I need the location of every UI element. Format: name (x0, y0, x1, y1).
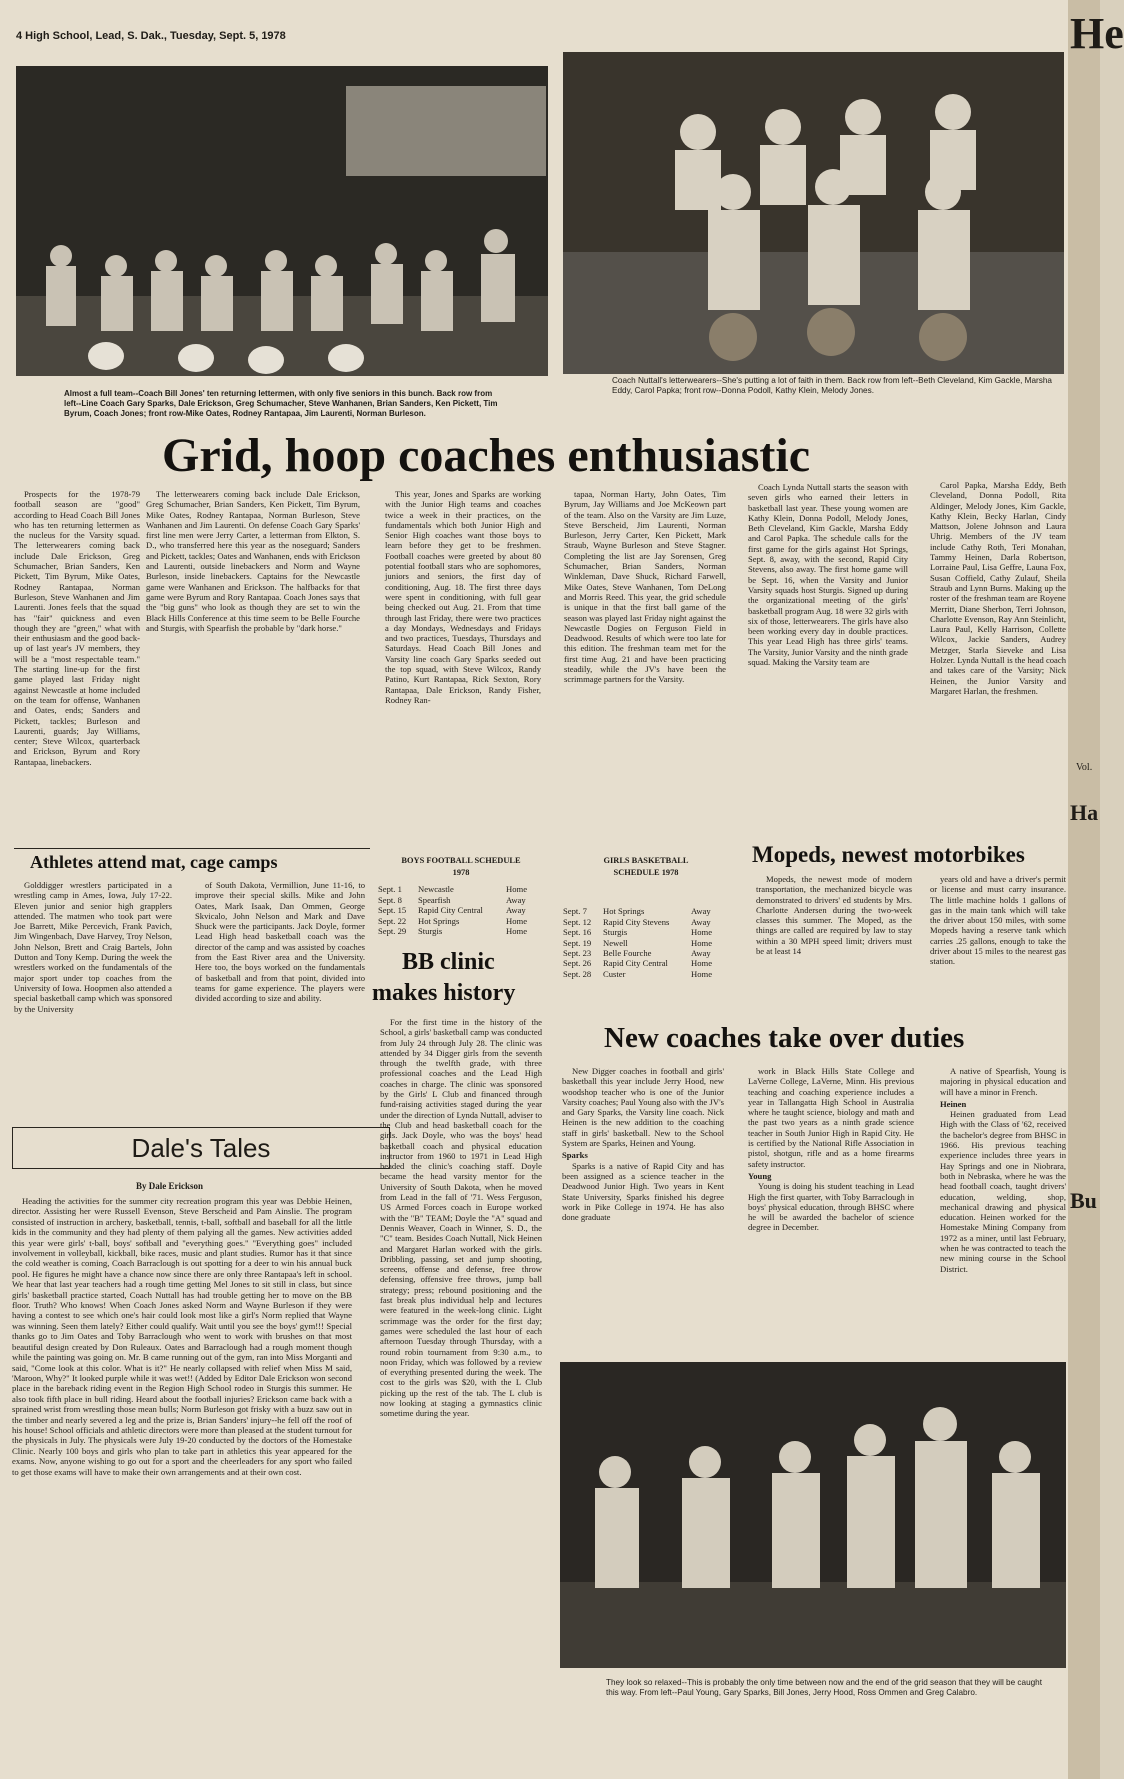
schedule-location: Away (691, 948, 711, 959)
athletes-article-col2 (195, 880, 365, 1112)
young-subhead: Young (748, 1170, 772, 1181)
football-photo-caption: Almost a full team--Coach Bill Jones' ten returning lettermen, with only five seniors in this bunch. Back row from left--Line Coach Gary Sparks, Dale Erickson, Greg Schumacher, Steve Wanhanen, Brian Sanders, Ken Pickett, Tim Byrum, Coach Jones; front row-Mike Oates, Rodney Rantapaa, Jim Laurenti, Norman Burleson. (64, 389, 498, 418)
new-coaches-text: New Digger coaches in football and girls' basketball this year include Jerry Hood, new woodshop teacher who is one of the Junior Varsity coaches; Paul Young also with the JV's and Gary Sparks, the Varsity line coach. Nick Heinen is the new addition to the coaching staff in girls' basketball. New to the School System are Sparks, Heinen and Young. (562, 1066, 724, 1149)
boys-schedule-row (378, 884, 544, 894)
schedule-date: Sept. 7 (563, 906, 587, 917)
girls-schedule-row (563, 906, 729, 916)
schedule-date: Sept. 8 (378, 894, 402, 905)
schedule-location: Home (506, 884, 528, 895)
girls-schedule-row (563, 948, 729, 958)
schedule-opponent: Rapid City Central (603, 958, 668, 969)
schedule-opponent: Hot Springs (418, 915, 460, 926)
boys-schedule-year: 1978 (452, 868, 470, 877)
boys-schedule-row (378, 905, 544, 915)
mopeds-article-text: years old and have a driver's permit or license and must carry insurance. The little machine holds 1 gallons of gas in the main tank which will take the driver about 150 miles, with some Mopeds having a reserve tank which carries .25 gallons, enough to take the driver about 15 miles to the nearest gas station. (930, 874, 1066, 967)
page-folio: 4 High School, Lead, S. Dak., Tuesday, Sept. 5, 1978 (16, 30, 286, 42)
grid-article-col2 (146, 489, 360, 845)
schedule-opponent: Newell (603, 937, 628, 948)
schedule-location: Home (691, 927, 713, 938)
girls-team-illustration (563, 52, 1064, 374)
girls-photo-caption: Coach Nuttall's letterwearers--She's putting a lot of faith in them. Back row from left--Beth Cleveland, Kim Gackle, Marsha Eddy, Carol Papka; front row--Donna Podoll, Kathy Klein, Melody Jones. (612, 376, 1052, 395)
schedule-opponent: Sturgis (603, 927, 628, 938)
schedule-location: Home (691, 937, 713, 948)
clinic-headline-line1: BB clinic (402, 949, 495, 975)
football-team-illustration (16, 66, 548, 376)
schedule-opponent: Rapid City Stevens (603, 916, 670, 927)
schedule-date: Sept. 23 (563, 948, 592, 959)
schedule-location: Away (506, 905, 526, 916)
grid-article-text: This year, Jones and Sparks are working with the Junior High teams and coaches twice a week in their practices, on the fundamentals which both Junior High and Senior High coaches want those boys to learn before they get to be freshmen. Football coaches were greeted by about 80 potential football stars who are sophomores, juniors and seniors, the first day of conditioning, Aug. 18. The first three days were spent in conditioning, with full gear being checked out Aug. 21. From that time through last Friday, there were two practices a day Mondays, Wednesdays and Fridays and two practices, Tuesdays, Thursdays and Saturdays. Head Coach Bill Jones and Varsity line coach Gary Sparks seeded out the top squad, with Steve Wilcox, Randy Patino, Kurt Rantapaa, Rick Sexton, Rory Rantapaa, Dale Erickson, Randy Fisher, Rodney Ran- (385, 489, 541, 705)
athletes-article-text: Golddigger wrestlers participated in a wrestling camp in Ames, Iowa, July 17-22. Eleven junior and senior high grapplers attended. The matmen who took part were Joe Barrett, Mike Percevich, Frank Pavich, Jim Wingenbach, Dave Harvey, Troy Nelson, John Nelson, Brett and Craig Bartels, John Dutton and Tony Kemp. During the week the wrestlers worked on the fundamentals of the major sport under top coaches from the University of Iowa. Hoopmen also attended a special basketball camp which was sponsored by the University (14, 880, 172, 1014)
schedule-opponent: Spearfish (418, 894, 451, 905)
new-coaches-col1 (562, 1066, 724, 1366)
girls-schedule-row (563, 958, 729, 968)
mopeds-headline: Mopeds, newest motorbikes (752, 842, 1025, 867)
boys-schedule-title: BOYS FOOTBALL SCHEDULE (401, 856, 521, 865)
grid-article-col1 (14, 489, 140, 845)
dales-tales-article (12, 1196, 352, 1752)
mopeds-article-col1 (756, 874, 912, 1014)
grid-article-col3 (385, 489, 541, 845)
schedule-date: Sept. 28 (563, 968, 592, 979)
sparks-subhead: Sparks (562, 1150, 588, 1161)
girls-schedule-row (563, 927, 729, 937)
grid-article-col6 (930, 480, 1066, 810)
schedule-opponent: Custer (603, 968, 626, 979)
schedule-location: Away (506, 894, 526, 905)
heinen-subhead: Heinen (940, 1098, 967, 1109)
mopeds-article-col2 (930, 874, 1066, 1014)
girls-schedule-title: GIRLS BASKETBALL (603, 856, 689, 865)
girls-basketball-schedule (563, 856, 729, 979)
boys-schedule-row (378, 916, 544, 926)
girls-schedule-year: SCHEDULE 1978 (613, 868, 679, 877)
athletes-article-col1 (14, 880, 172, 1112)
new-coaches-col2 (748, 1066, 914, 1366)
grid-article-text: Carol Papka, Marsha Eddy, Beth Cleveland, Donna Podoll, Rita Aldinger, Melody Jones, Kim Gackle, Kathy Klein, Becky Harlan, Cindy Mattson, Jolene Johnson and Laura Uhrig. Members of the JV team include Cathy Roth, Teri Monahan, Tammy Heinen, Darla Robertson, Lorraine Paul, Lisa Geffre, Launa Fox, Susan Coffield, Cathy Zulauf, Sheila Straub and Lynn Burns. Making up the roster of the freshman team are Royene Merritt, Diane Sherbon, Terri Johnson, Charlotte Evenson, Ray Ann Steinlicht, Laura Paul, Kelly Harrison, Collette Wilcox, Jackie Sanders, Audrey Metzger, Starla Sieveke and Lisa Holzer. Lynda Nuttall is the head coach and takes care of the Varsity; Nick Heinen, the Junior Varsity and Margaret Harlan, the freshmen. (930, 480, 1066, 696)
schedule-location: Home (691, 968, 713, 979)
new-coaches-text: Young is doing his student teaching in Lead High the first quarter, with Toby Barraclough in boys' physical education, through BHSC where he will be awarded the bachelor of science degree in December. (748, 1181, 914, 1233)
grid-article-text: Prospects for the 1978-79 football season are "good" according to Head Coach Bill Jones who has ten returning lettermen as the nucleus for the Varsity squad. The letterwearers coming back include Dale Erickson, Greg Schumacher, Brian Sanders, Ken Pickett, Tim Byrum, Mike Oates, Rodney Rantapaa, Norman Burleson, Steve Wanhanen and Jim Laurenti. Jones feels that the squad has "fair" quickness and even though they are "green," what with their enthusiasm and the good back-up of last year's JV members, they will be a "most respectable team." The starting line-up for the first game played last Friday night against Newcastle at home included on the team for offense, Wanhanen and Oates, ends; Sanders and Pickett, tackles; Burleson and Laurenti, guards; Jay Williams, center; Steve Wilcox, quarterback and Erickson, Byrum and Rory Rantapaa, linebackers. (14, 489, 140, 767)
athletes-article-text: of South Dakota, Vermillion, June 11-16, to improve their special skills. Mike and John Oates, Mark Isaak, Dan Ommen, George Skvicalo, John Nelson and Mark and Dave Shuck were the participants. Jack Doyle, former Lead High head basketball coach was the director of the camp and was assisted by coaches from the East River area and the University. Here too, the boys worked on the fundamentals of basketball and from that point, divided into teams for game experience. The players were divided according to size and ability. (195, 880, 365, 1004)
grid-article-col4 (564, 489, 726, 845)
grid-article-col5 (748, 482, 908, 842)
adjacent-page-edge (1068, 0, 1124, 1779)
schedule-opponent: Rapid City Central (418, 905, 483, 916)
schedule-location: Away (691, 916, 711, 927)
new-coaches-text: A native of Spearfish, Young is majoring in physical education and will have a minor in French. (940, 1066, 1066, 1097)
schedule-opponent: Sturgis (418, 926, 443, 937)
girls-team-photo (563, 52, 1064, 374)
schedule-date: Sept. 26 (563, 958, 592, 969)
new-coaches-text: Heinen graduated from Lead High with the Class of '62, received the bachelor's degree from BHSC in 1966. His previous teaching experience includes three years in Hay Springs and one in Niobrara, both in Nebraska, where he was the head football coach, taught drivers' education, welding, shop, mechanical drawing and physical education. Heinen worked for the Homestake Mining Company from 1972 as a miner, until last February, when he was contracted to teach the new mining course in the School District. (940, 1109, 1066, 1274)
new-coaches-col3 (940, 1066, 1066, 1366)
grid-headline: Grid, hoop coaches enthusiastic (162, 429, 811, 482)
schedule-date: Sept. 29 (378, 926, 407, 937)
schedule-opponent: Newcastle (418, 884, 454, 895)
dales-tales-text: Heading the activities for the summer city recreation program this year was Debbie Heinen, director. Assisting her were Russell Evenson, Steve Berscheid and Pam Ainslie. The program consisted of instruction in archery, basketball, tennis, t-ball, softball and baseball for all the little kids in the community and they had plenty of them palying all the games. New activities added this year were girls' t-ball, boys' softball and "everything goes." "Everything goes" included involvement in volleyball, kickball, bike races, music and plant studies. Rumor has it that since the cold weather is coming, Coach Barraclough is out spotting for a deer to win his annual buck pool. He figures he might have a chance now since there are only three Rantapaa's left in school. We hear that last year teachers had a rough time getting Mel Jones to sit still in class, but since girls' basketball practice started, Coach Nuttall has had trouble getting her to move on the BB floor. Truth? Who knows! When Coach Jones asked Norm and Wayne Burleson if they were having a contest to see which one's hair could look most like a girl's Norm replied that Wayne was winning. Seen them lately? Either could qualify. Wait until you see the boys' gym!!! Special thanks go to Jim Oates and Toby Barraclough who went to work with brushes on that most beautiful design created by Don Ruleaux. Oates and Barraclough had a rough moment though while the painting was going on. Mr. B came running out of the gym, ran into Miss Morganti and said, "Come look at this color. What is it?" He nearly collapsed with relief when Miss M said, 'Maroon, Why?" It looked purple while it was wet!! (Added by Editor Dale Erickson won second place in the bareback riding event in the Region High School rodeo in Sturgis this summer. He also took fifth place in bull riding. Heard about the football injuries? Erickson came back with a sprained wrist from wrestling those mean bulls; Norm Burleson got frisky with a buzz saw out in the timber and nearly severed a leg and the prize is, Brian Sanders' injury--he fell off the roof of his house! School officials and athletic directors were more than pleased at the student turnout for the physicals in July. The physicals were July 19-20 conducted by the doctors of the Homestake Clinic. Nearly 100 boys and girls who plan to take part in athletics this year appeared for the exams. Now, anyone wishing to go out for a sport and the cheerleaders for any sport who failed to get those exams will have to make their own arrangements and at their own cost. (12, 1196, 352, 1477)
schedule-date: Sept. 12 (563, 916, 592, 927)
boys-football-schedule (378, 856, 544, 936)
edge-text-fragment: Vol. (1076, 762, 1093, 773)
schedule-date: Sept. 15 (378, 905, 407, 916)
new-coaches-text: Sparks is a native of Rapid City and has been assigned as a science teacher in the Deadwood Junior High. Two years in Kent State University, Sparks finished his degree work in Pike College in 1974. He has also done graduate (562, 1160, 724, 1223)
schedule-date: Sept. 1 (378, 884, 402, 895)
section-divider (14, 848, 370, 849)
coaches-photo-caption: They look so relaxed--This is probably the only time between now and the end of the grid season that they will be caught this way. From left--Paul Young, Gary Sparks, Bill Jones, Jerry Hood, Ross Ommen and Greg Calabro. (606, 1678, 1043, 1697)
boys-schedule-row (378, 895, 544, 905)
clinic-article-text: For the first time in the history of the School, a girls' basketball camp was conducted from July 24 through July 28. The clinic was attended by 34 Digger girls from the seventh through the twelfth grade, with three professional coaches and the Lead High coaches in charge. The clinic was sponsored by the Girls' L Club and financed through fund-raising activities staged during the year under the direction of Lynda Nuttall, adviser to the Club and head basketball coach for the girls. Jack Doyle, who was the boys' head basketball coach and physical education instructor from 1960 to 1971 in Lead High headed the clinic's coaching staff. Doyle became the head varsity mentor for the University of South Dakota, when he moved from Lead in the fall of '71. Wess Ferguson, US Armed Forces coach in Europe worked with the "B" TEAM; Doyle the "A" squad and Dennis Weaver, Coach in Winner, S. D., the "C" team. Besides Coach Nuttall, Nick Heinen and Margaret Harlan worked with the girls. Dribbling, passing, set and jump shooting, screens, offense and defense, free throw defensing, offensive free throws, jump ball strategy; press; rebound positioning and the fast break plus individual help and lectures were featured in the week-long clinic. Light scrimmage was the order for the first day; games were scheduled the last hour of each afternoon Tuesday through Thursday, with a round robin tournament from 9:30 a.m., to noon Friday, which was followed by a review of everything presented during the week. The cost to the girls was $20, with the L Club picking up the rest of the tab. The L club is now looking at staging a gymnastics clinic sometime during the year. (380, 1017, 542, 1419)
schedule-date: Sept. 19 (563, 937, 592, 948)
girls-schedule-row (563, 969, 729, 979)
football-team-photo (16, 66, 548, 376)
schedule-date: Sept. 22 (378, 915, 407, 926)
grid-article-text: Coach Lynda Nuttall starts the season with seven girls who earned their letters in basketball last year. These young women are Kathy Klein, Donna Podoll, Melody Jones, Beth Cleveland, Kim Gackle, Marsha Eddy and Carol Papka. The schedule calls for the first game for the girls against Hot Springs, Sept. 8, away, with the second, Rapid City Stevens, also away. The first home game will be Sept. 16, when the Varsity and Junior Varsity squads host Sturgis. Signed up during the organizational meeting of the girls' basketball program Aug. 18 were 32 girls with six of those, letterwearers. The girls have also been working every day in double practices. This year Lead High has three girls' teams. The Varsity, Junior Varsity and the ninth grade squad. Making the Varsity team are (748, 482, 908, 668)
schedule-location: Home (506, 915, 528, 926)
grid-article-text: The letterwearers coming back include Dale Erickson, Greg Schumacher, Brian Sanders, Ken Pickett, Tim Byrum, Mike Oates, Rodney Rantapaa, Norman Burleson, Steve Wanhanen and Jim Laurenti. On defense Coach Gary Sparks' first line men were Jerry Carter, a letterman from Elkton, S. D., who transferred here this year as the noseguard; Sanders and Pickett, tackles; Oates and Wanhanen, ends with Erickson and Laurenti, outside linebackers and Norm and Wayne Burleson, inside linebackers. Captains for the Newcastle game were Wanhanen and Erickson. The halfbacks for that game were Byrum and Rory Rantapaa. Coach Jones says that the "big guns" who look as though they are set to win the Black Hills Conference at this time seem to be Belle Fourche and Sturgis, with Spearfish the probable by "dark horse." (146, 489, 360, 633)
schedule-opponent: Hot Springs (603, 906, 645, 917)
grid-article-text: tapaa, Norman Harty, John Oates, Tim Byrum, Jay Williams and Joe McKeown part of the team. Also on the Varsity are Jim Luze, Steve Berscheid, Jim Laurenti, Norman Burleson, Jerry Carter, Ken Pickett, Mark Straub, Wayne Burleson and Steve Stagner. Completing the list are Jay Sorensen, Greg Schumacher, Brian Sanders, Norman Winkleman, Dave Shuck, Richard Farwell, Mike Oates, Steve Wanhanen, Tom DeLong and Morris Reed. This year, the grid schedule is unique in that the first ball game of the season was played last Friday night against the Newcastle Dogies on Ferguson Field in Deadwood. Results of which were too late for this edition. The freshman team met for the first time Aug. 21 and have been practicing steadily, while the JV's have been the scrimmage partners for the Varsity. (564, 489, 726, 685)
schedule-opponent: Belle Fourche (603, 948, 652, 959)
athletes-headline: Athletes attend mat, cage camps (30, 852, 278, 872)
schedule-location: Away (691, 906, 711, 917)
boys-schedule-row (378, 926, 544, 936)
edge-headline-fragment: Ha (1070, 800, 1099, 825)
mopeds-article-text: Mopeds, the newest mode of modern transportation, the mechanized bicycle was demonstrated to drivers' ed students by Mrs. Charlotte Andersen during the two-week classes this summer. The Moped, as the things are called are required by law to stay within a 30 MPH speed limit; drivers must be at least 14 (756, 874, 912, 957)
girls-schedule-row (563, 938, 729, 948)
clinic-article (380, 1017, 542, 1702)
coaches-photo (560, 1362, 1066, 1668)
schedule-location: Home (506, 926, 528, 937)
girls-schedule-row (563, 917, 729, 927)
edge-headline-fragment: He (1070, 9, 1124, 58)
coaches-illustration (560, 1362, 1066, 1668)
new-coaches-headline: New coaches take over duties (604, 1022, 965, 1054)
dales-tales-title: Dale's Tales (12, 1127, 390, 1169)
schedule-date: Sept. 16 (563, 927, 592, 938)
schedule-location: Home (691, 958, 713, 969)
clinic-headline-line2: makes history (372, 980, 516, 1006)
edge-headline-fragment: Bu (1070, 1188, 1097, 1213)
dales-tales-byline: By Dale Erickson (136, 1181, 204, 1191)
new-coaches-text: work in Black Hills State College and LaVerne College, LaVerne, Minn. His previous teaching and coaching experience includes a year in Tallangatta High School in Australia where he taught science, biology and math and the past two years as a ninth grade science teacher in South Junior High in Rapid City. He is certified by the National Rifle Association in pistol, shotgun, rifle and as a home firearms safety instructor. (748, 1066, 914, 1169)
